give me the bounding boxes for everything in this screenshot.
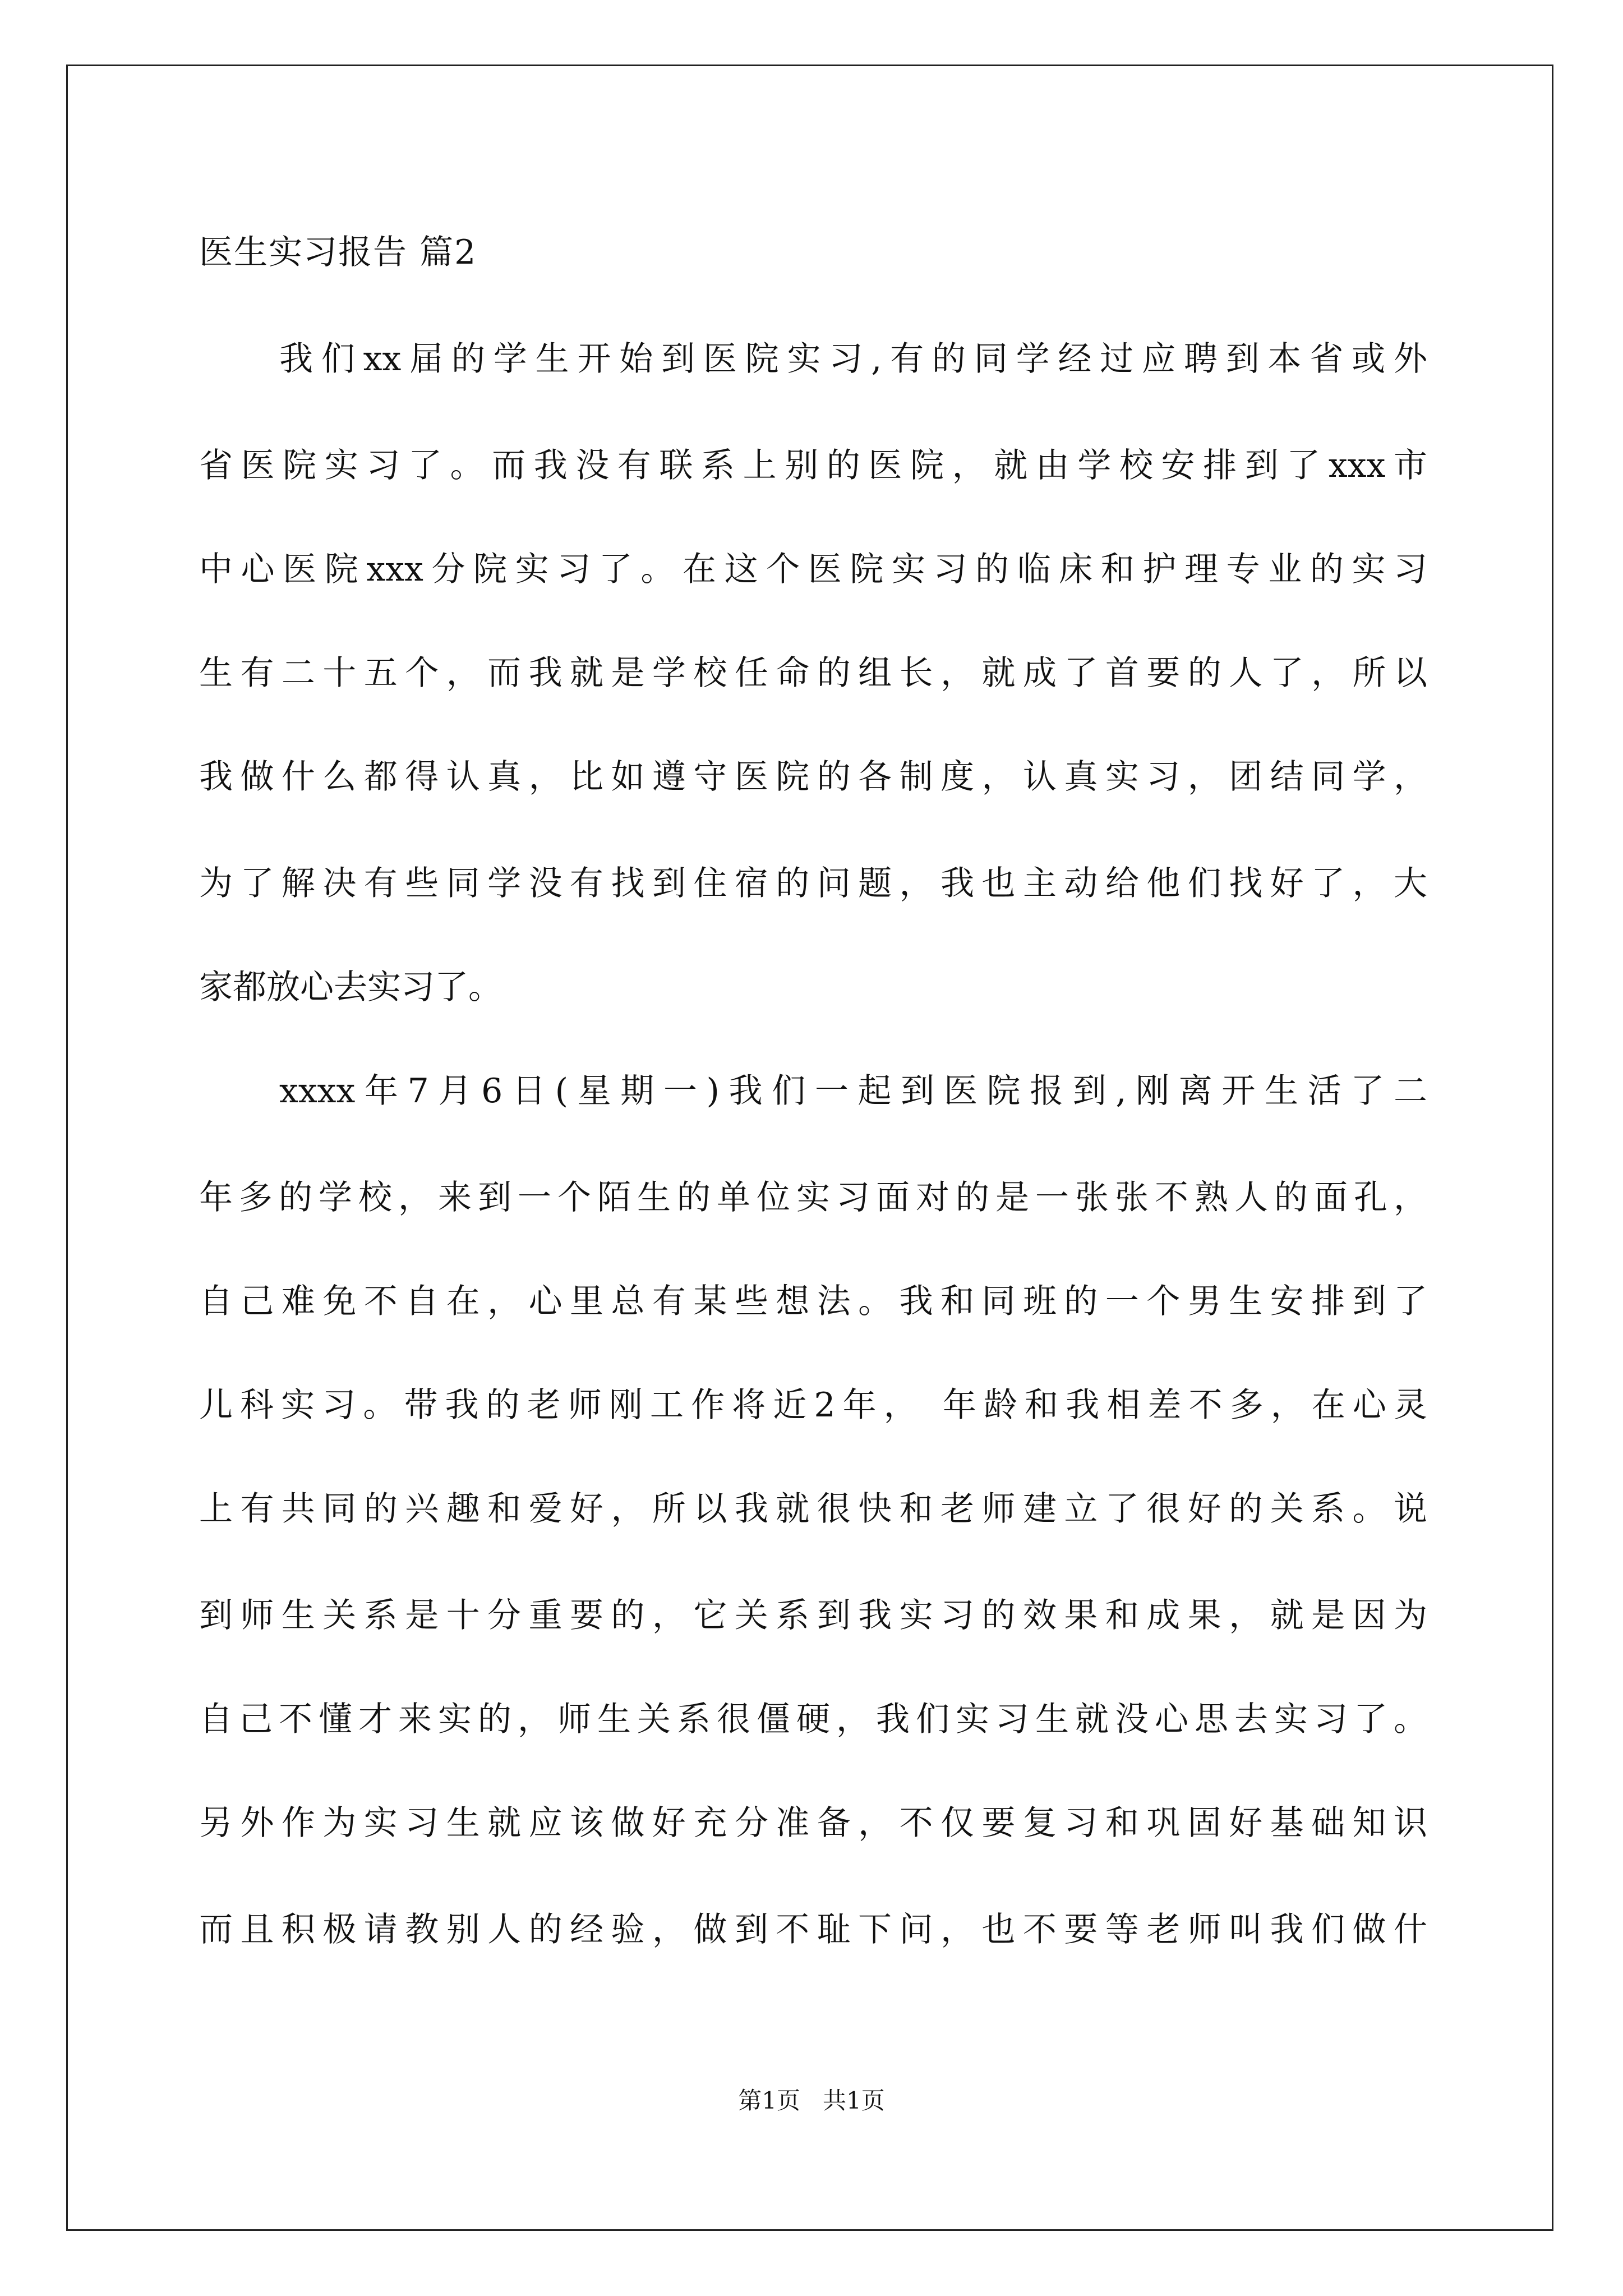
paragraph-2-line-7: 自己不懂才来实的，师生关系很僵硬，我们实习生就没心思去实习了。 bbox=[199, 1700, 1427, 1739]
paragraph-2-line-8: 另外作为实习生就应该做好充分准备，不仅要复习和巩固好基础知识 bbox=[199, 1803, 1427, 1843]
paragraph-2-line-6: 到师生关系是十分重要的，它关系到我实习的效果和成果，就是因为 bbox=[199, 1596, 1427, 1635]
paragraph-2-line-3: 自己难免不自在，心里总有某些想法。我和同班的一个男生安排到了 bbox=[199, 1282, 1427, 1321]
paragraph-2-line-2: 年多的学校，来到一个陌生的单位实习面对的是一张张不熟人的面孔， bbox=[199, 1178, 1427, 1217]
paragraph-2-line-4: 儿科实习。带我的老师刚工作将近2年， 年龄和我相差不多，在心灵 bbox=[199, 1386, 1427, 1425]
paragraph-1-line-5: 我做什么都得认真，比如遵守医院的各制度，认真实习，团结同学， bbox=[199, 757, 1427, 797]
document-title: 医生实习报告 篇2 bbox=[199, 233, 477, 272]
paragraph-1-line-2: 省医院实习了。而我没有联系上别的医院，就由学校安排到了xxx市 bbox=[199, 446, 1427, 485]
paragraph-2-line-9: 而且积极请教别人的经验，做到不耻下问，也不要等老师叫我们做什 bbox=[199, 1910, 1427, 1949]
paragraph-1-line-6: 为了解决有些同学没有找到住宿的问题，我也主动给他们找好了，大 bbox=[199, 864, 1427, 903]
paragraph-2-line-1: xxxx年7月6日(星期一)我们一起到医院报到,刚离开生活了二 bbox=[279, 1071, 1427, 1111]
paragraph-2-line-5: 上有共同的兴趣和爱好，所以我就很快和老师建立了很好的关系。说 bbox=[199, 1489, 1427, 1529]
paragraph-1-line-3: 中心医院xxx分院实习了。在这个医院实习的临床和护理专业的实习 bbox=[199, 550, 1427, 589]
paragraph-1-line-1: 我们xx届的学生开始到医院实习,有的同学经过应聘到本省或外 bbox=[279, 339, 1427, 379]
page-footer: 第1页 共1页 bbox=[738, 2087, 885, 2114]
paragraph-1-line-7: 家都放心去实习了。 bbox=[199, 968, 502, 1007]
paragraph-1-line-4: 生有二十五个，而我就是学校任命的组长，就成了首要的人了，所以 bbox=[199, 654, 1427, 693]
